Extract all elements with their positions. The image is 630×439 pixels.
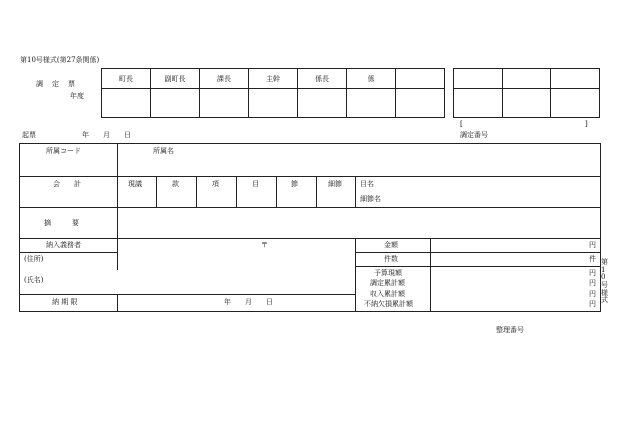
yen-unit: 円 — [589, 241, 596, 249]
summary-choutei-ruikei: 調定累計額 — [370, 279, 405, 287]
extra-stamp-cell[interactable] — [502, 89, 551, 118]
kaikei-label: 会 計 — [53, 180, 81, 188]
yen-unit: 円 — [589, 290, 596, 298]
choutei-hyou-label: 調 定 票 — [36, 80, 76, 88]
approval-stamp-cell[interactable] — [396, 89, 445, 118]
summary-yosan-genkaku: 予算現額 — [374, 269, 402, 277]
extra-stamp-table — [453, 68, 600, 118]
nouki-date: 年 月 日 — [224, 298, 273, 306]
divider — [355, 266, 601, 267]
shozoku-code-label: 所属コード — [46, 147, 81, 155]
summary-funou-kesson-ruikei: 不納欠損累計額 — [364, 300, 413, 308]
divider — [19, 252, 118, 253]
approval-stamp-cell[interactable] — [298, 89, 347, 118]
yen-unit: 円 — [589, 300, 596, 308]
divider — [430, 238, 431, 312]
bracket-right: ] — [585, 120, 588, 128]
divider — [236, 176, 237, 207]
ken-unit: 件 — [589, 255, 596, 263]
kensu-label: 件数 — [384, 255, 398, 263]
approval-stamp-table — [101, 68, 445, 118]
approval-header-chouchou: 町長 — [102, 69, 151, 89]
approval-stamp-cell[interactable] — [347, 89, 396, 118]
shimei-label: (氏名) — [24, 276, 44, 284]
budget-col-saisetsu: 細節 — [328, 180, 342, 188]
moku-mei-label: 目名 — [360, 180, 374, 188]
bracket-left: [ — [460, 120, 463, 128]
divider — [19, 238, 601, 239]
tekiyou-label: 摘 要 — [44, 219, 79, 227]
kingaku-label: 金額 — [384, 241, 398, 249]
form-title: 第10号様式(第27条関係) — [20, 56, 100, 64]
budget-col-genkai: 現議 — [128, 180, 142, 188]
divider — [355, 252, 601, 253]
approval-stamp-cell[interactable] — [102, 89, 151, 118]
extra-stamp-cell[interactable] — [502, 69, 551, 89]
divider — [19, 176, 601, 177]
extra-stamp-cell[interactable] — [551, 89, 600, 118]
shozoku-mei-label: 所属名 — [153, 147, 174, 155]
approval-stamp-cell[interactable] — [249, 89, 298, 118]
budget-col-kan: 款 — [172, 180, 179, 188]
divider — [355, 238, 356, 312]
nouki-label: 納 期 限 — [52, 298, 78, 306]
kisou-label: 起票 — [22, 131, 36, 139]
divider — [276, 176, 277, 207]
yen-unit: 円 — [589, 279, 596, 287]
divider — [355, 176, 356, 207]
main-form-box — [19, 143, 601, 312]
divider — [156, 176, 157, 207]
postal-mark: 〒 — [261, 241, 268, 249]
approval-header-kachou: 課長 — [200, 69, 249, 89]
divider — [316, 176, 317, 207]
nendo-label: 年度 — [70, 92, 84, 100]
extra-stamp-cell[interactable] — [454, 69, 503, 89]
summary-shuunyuu-ruikei: 収入累計額 — [370, 290, 405, 298]
approval-header-shukan: 主幹 — [249, 69, 298, 89]
budget-col-setsu: 節 — [291, 180, 298, 188]
divider — [19, 207, 601, 208]
divider — [196, 176, 197, 207]
kisou-date: 年 月 日 — [82, 131, 131, 139]
approval-header-kakari: 係 — [347, 69, 396, 89]
divider — [117, 294, 118, 312]
approval-stamp-cell[interactable] — [151, 89, 200, 118]
divider — [19, 294, 355, 295]
budget-col-kou: 項 — [212, 180, 219, 188]
saisetsu-mei-label: 細節名 — [360, 195, 381, 203]
choutei-bangou-label: 調定番号 — [460, 131, 488, 139]
approval-header-kakarichou: 係長 — [298, 69, 347, 89]
yen-unit: 円 — [589, 269, 596, 277]
approval-header-fukuchouchou: 副町長 — [151, 69, 200, 89]
juusho-label: (住所) — [24, 255, 44, 263]
extra-stamp-cell[interactable] — [454, 89, 503, 118]
approval-stamp-cell[interactable] — [200, 89, 249, 118]
approval-header-blank — [396, 69, 445, 89]
seiri-bangou-label: 整理番号 — [496, 326, 524, 334]
extra-stamp-cell[interactable] — [551, 69, 600, 89]
nounyu-gimusha-label: 納入義務者 — [46, 241, 81, 249]
side-form-label: 第10号様式 — [601, 258, 608, 305]
budget-col-moku: 目 — [252, 180, 259, 188]
